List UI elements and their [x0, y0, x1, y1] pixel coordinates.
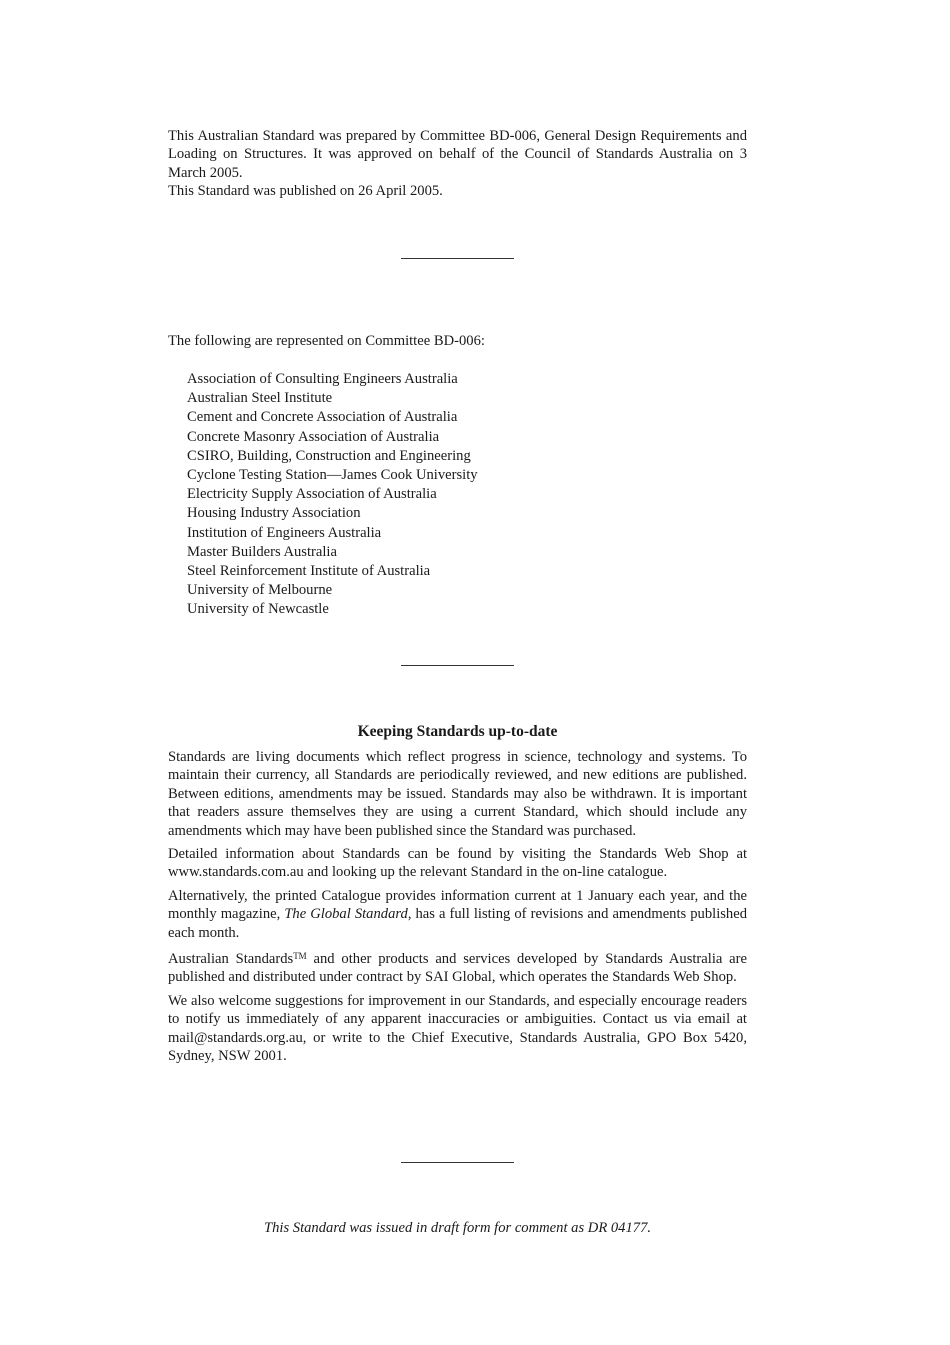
committee-member-item: University of Melbourne: [187, 582, 333, 599]
keeping-paragraph: [168, 947, 747, 987]
committee-member-item: Housing Industry Association: [187, 505, 361, 522]
keeping-standards-heading: Keeping Standards up-to-date: [357, 723, 558, 740]
intro-block: [168, 127, 747, 201]
keeping-standards-body: [168, 748, 747, 1071]
keeping-text: Australian Standards: [168, 951, 294, 968]
magazine-title: The Global Standard: [284, 906, 408, 923]
committee-lead-text: The following are represented on Committee BD-006:: [168, 333, 485, 349]
intro-approval-text: This Australian Standard was prepared by Committee BD-006, General Design Requirements and Loading on Structures. It was approved on behalf of the Council of Standards Australia on 3 March 2005.: [168, 128, 747, 181]
keeping-text: and other products and services developed by Standards Australia are published and distributed under contract by SAI Global, which operates the Standards Web Shop.: [168, 951, 748, 986]
keeping-text: Alternatively, the printed Catalogue provides information current at 1 January each year, and the monthly magazine,: [168, 887, 747, 923]
keeping-paragraph: We also welcome suggestions for improvement in our Standards, and especially encourage readers to notify us immediately of any apparent inaccuracies or ambiguities. Contact us via email at mail@standards.org.au, or write to the Chief Executive, Standards Australia, GPO Box 5420, Sydney, NSW 2001.: [168, 992, 747, 1065]
committee-member-item: Association of Consulting Engineers Australia: [187, 371, 458, 387]
intro-published-text: This Standard was published on 26 April 2005.: [168, 183, 443, 200]
committee-member-item: University of Newcastle: [187, 601, 329, 618]
keeping-text: , has a full listing of revisions and amendments published each month.: [168, 906, 747, 941]
committee-members-list: [187, 370, 478, 620]
divider-rule: [401, 665, 514, 666]
draft-footer-note: This Standard was issued in draft form for comment as DR 04177.: [263, 1220, 652, 1236]
committee-member-item: Cyclone Testing Station—James Cook University: [187, 467, 478, 484]
committee-member-item: Australian Steel Institute: [187, 390, 333, 407]
committee-member-item: Cement and Concrete Association of Australia: [187, 409, 458, 426]
committee-member-item: Steel Reinforcement Institute of Australia: [187, 563, 431, 580]
divider-rule: [401, 1162, 514, 1163]
committee-member-item: Institution of Engineers Australia: [187, 524, 382, 541]
keeping-paragraph: Standards are living documents which reflect progress in science, technology and systems. To maintain their currency, all Standards are periodically reviewed, and new editions are published. Between editions, amendments may be issued. Standards may also be withdrawn. It is important that readers assure themselves they are using a current Standard, which should include any amendments which may have been published since the Standard was purchased.: [168, 749, 747, 839]
trademark-mark: TM: [293, 951, 307, 962]
committee-member-item: Concrete Masonry Association of Australia: [187, 428, 440, 445]
committee-member-item: Electricity Supply Association of Australia: [187, 486, 437, 503]
keeping-paragraph: [168, 887, 747, 942]
keeping-paragraph: Detailed information about Standards can be found by visiting the Standards Web Shop at www.standards.com.au and looking up the relevant Standard in the on-line catalogue.: [168, 846, 747, 881]
committee-member-item: Master Builders Australia: [187, 543, 337, 560]
committee-member-item: CSIRO, Building, Construction and Engineering: [187, 447, 471, 464]
divider-rule: [401, 258, 514, 259]
